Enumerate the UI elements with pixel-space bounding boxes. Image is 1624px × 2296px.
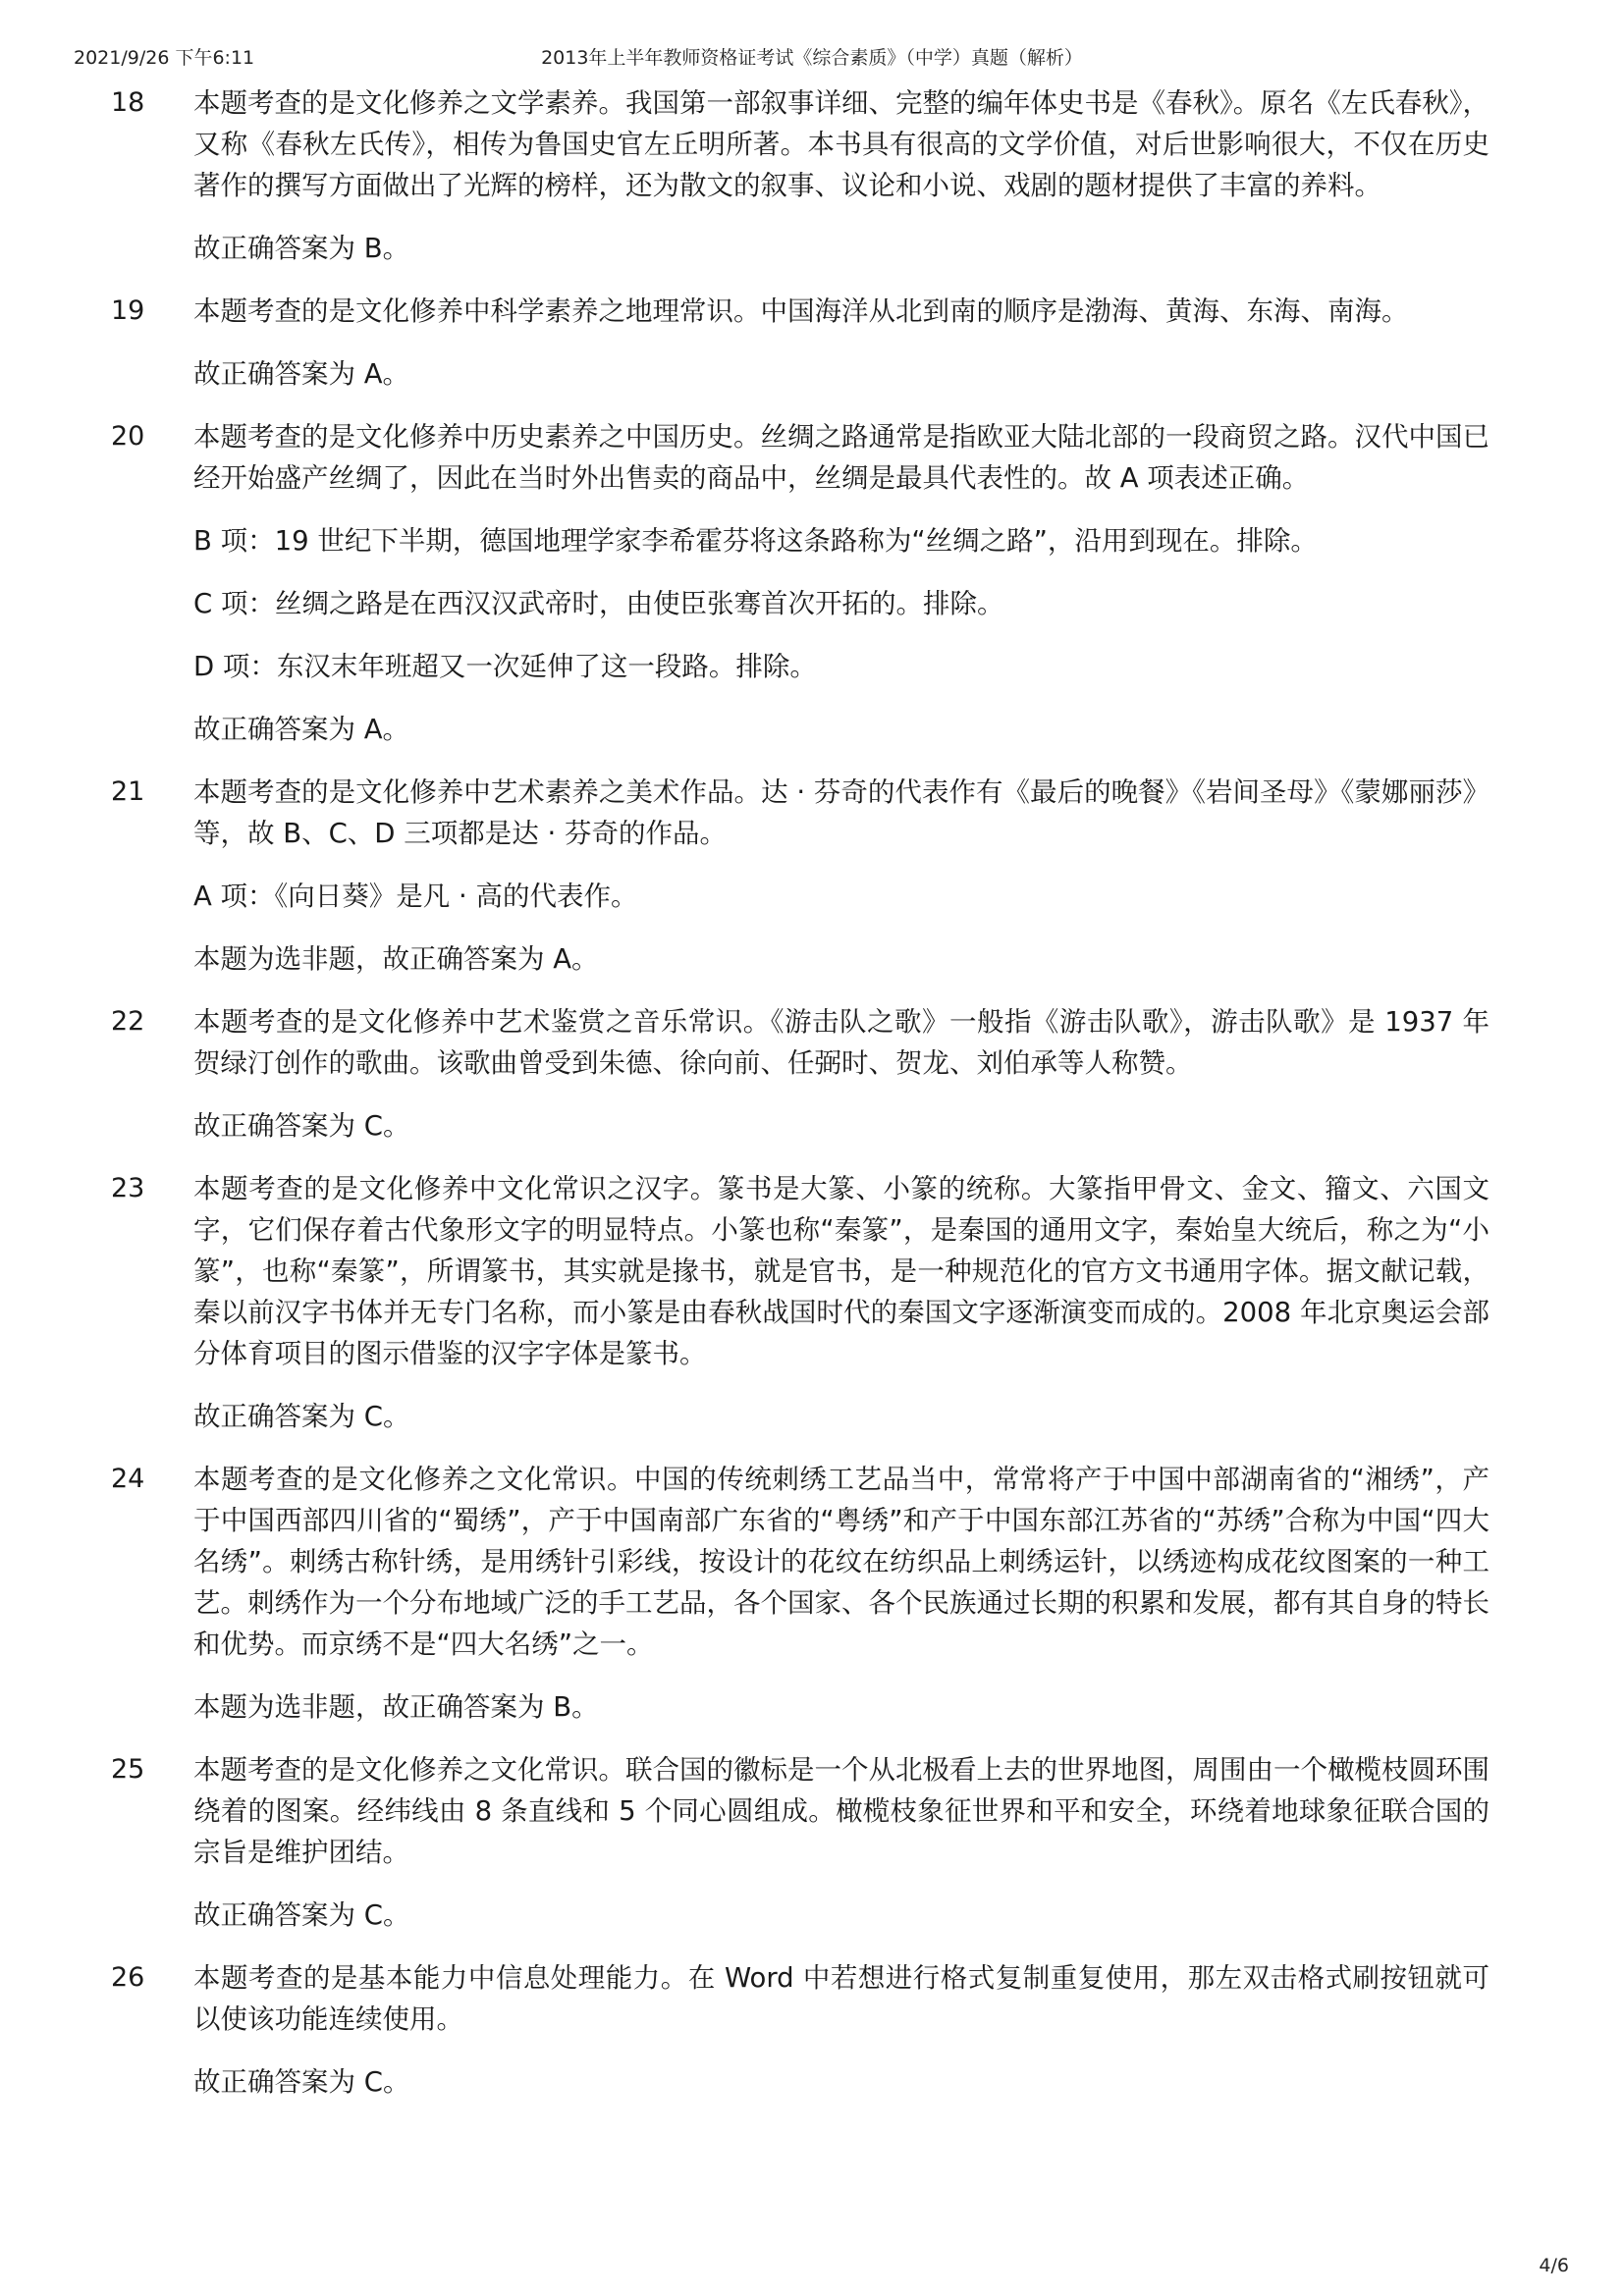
question-body xyxy=(193,1001,1489,1147)
question-explanation xyxy=(0,416,1624,750)
question-number: 18 xyxy=(111,87,145,118)
question-number: 26 xyxy=(111,1962,145,1993)
explanation-paragraph: 本题考查的是文化修养之文学素养。我国第一部叙事详细、完整的编年体史书是《春秋》。原名《左氏春秋》，又称《春秋左氏传》，相传为鲁国史官左丘明所著。本书具有很高的文学价值，对后世影响很大，不仅在历史著作的撰写方面做出了光辉的榜样，还为散文的叙事、议论和小说、戏剧的题材提供了丰富的养料。 xyxy=(193,87,1489,201)
question-explanation xyxy=(0,1001,1624,1147)
question-number: 25 xyxy=(111,1754,145,1785)
page-number: 4/6 xyxy=(1539,2255,1569,2276)
explanation-paragraph: 故正确答案为 B。 xyxy=(193,233,410,264)
explanation-paragraph: B 项：19 世纪下半期，德国地理学家李希霍芬将这条路称为“丝绸之路”，沿用到现在。排除。 xyxy=(193,525,1318,557)
explanation-paragraph: D 项：东汉末年班超又一次延伸了这一段路。排除。 xyxy=(193,651,817,682)
question-body xyxy=(193,772,1489,980)
explanation-paragraph: 故正确答案为 C。 xyxy=(193,2066,410,2098)
page-header xyxy=(74,43,1550,71)
question-body xyxy=(193,1749,1489,1936)
question-body xyxy=(193,1168,1489,1437)
explanation-paragraph: 本题考查的是文化修养中艺术鉴赏之音乐常识。《游击队之歌》一般指《游击队歌》，游击队歌》是 1937 年贺绿汀创作的歌曲。该歌曲曾受到朱德、徐向前、任弼时、贺龙、刘伯承等人称赞。 xyxy=(193,1006,1489,1079)
print-date: 2021/9/26 下午6:11 xyxy=(74,47,255,69)
question-body xyxy=(193,291,1489,395)
explanation-paragraph: 故正确答案为 A。 xyxy=(193,714,410,745)
question-explanation xyxy=(0,1749,1624,1936)
question-explanation xyxy=(0,291,1624,395)
explanation-paragraph: C 项：丝绸之路是在西汉汉武帝时，由使臣张骞首次开拓的。排除。 xyxy=(193,588,1004,619)
explanation-paragraph: 本题考查的是文化修养之文化常识。中国的传统刺绣工艺品当中，常常将产于中国中部湖南省的“湘绣”，产于中国西部四川省的“蜀绣”，产于中国南部广东省的“粤绣”和产于中国东部江苏省的“苏绣”合称为中国“四大名绣”。刺绣古称针绣，是用绣针引彩线，按设计的花纹在纺织品上刺绣运针，以绣迹构成花纹图案的一种工艺。刺绣作为一个分布地域广泛的手工艺品，各个国家、各个民族通过长期的积累和发展，都有其自身的特长和优势。而京绣不是“四大名绣”之一。 xyxy=(193,1464,1489,1660)
explanation-paragraph: 故正确答案为 C。 xyxy=(193,1899,410,1931)
question-number: 19 xyxy=(111,295,145,326)
question-number: 22 xyxy=(111,1006,145,1037)
explanation-paragraph: 本题考查的是文化修养中文化常识之汉字。篆书是大篆、小篆的统称。大篆指甲骨文、金文、籀文、六国文字，它们保存着古代象形文字的明显特点。小篆也称“秦篆”，是秦国的通用文字，秦始皇大统后，称之为“小篆”，也称“秦篆”，所谓篆书，其实就是掾书，就是官书，是一种规范化的官方文书通用字体。据文献记载，秦以前汉字书体并无专门名称，而小篆是由春秋战国时代的秦国文字逐渐演变而成的。2008 年北京奥运会部分体育项目的图示借鉴的汉字字体是篆书。 xyxy=(193,1173,1489,1369)
explanation-paragraph: 故正确答案为 C。 xyxy=(193,1110,410,1142)
question-number: 21 xyxy=(111,776,145,807)
question-body xyxy=(193,1459,1489,1728)
explanation-paragraph: 本题考查的是基本能力中信息处理能力。在 Word 中若想进行格式复制重复使用，那左双击格式刷按钮就可以使该功能连续使用。 xyxy=(193,1962,1489,2035)
question-explanation xyxy=(0,1459,1624,1728)
explanation-paragraph: 本题考查的是文化修养之文化常识。联合国的徽标是一个从北极看上去的世界地图，周围由一个橄榄枝圆环围绕着的图案。经纬线由 8 条直线和 5 个同心圆组成。橄榄枝象征世界和平和安全，环绕着地球象征联合国的宗旨是维护团结。 xyxy=(193,1754,1489,1868)
question-number: 23 xyxy=(111,1173,145,1203)
question-body xyxy=(193,82,1489,269)
question-body xyxy=(193,1957,1489,2103)
answer-explanations xyxy=(0,82,1624,2124)
explanation-paragraph: A 项：《向日葵》是凡 · 高的代表作。 xyxy=(193,881,638,912)
explanation-paragraph: 本题为选非题，故正确答案为 B。 xyxy=(193,1691,599,1723)
question-body xyxy=(193,416,1489,750)
question-explanation xyxy=(0,772,1624,980)
question-explanation xyxy=(0,82,1624,269)
question-explanation xyxy=(0,1957,1624,2103)
question-number: 20 xyxy=(111,421,145,452)
explanation-paragraph: 本题为选非题，故正确答案为 A。 xyxy=(193,943,599,975)
question-number: 24 xyxy=(111,1464,145,1494)
explanation-paragraph: 故正确答案为 A。 xyxy=(193,358,410,390)
document-title: 2013年上半年教师资格证考试《综合素质》（中学）真题（解析） xyxy=(541,47,1083,69)
explanation-paragraph: 本题考查的是文化修养中历史素养之中国历史。丝绸之路通常是指欧亚大陆北部的一段商贸之路。汉代中国已经开始盛产丝绸了，因此在当时外出售卖的商品中，丝绸是最具代表性的。故 A 项表述正确。 xyxy=(193,421,1489,494)
explanation-paragraph: 本题考查的是文化修养中艺术素养之美术作品。达 · 芬奇的代表作有《最后的晚餐》《岩间圣母》《蒙娜丽莎》等，故 B、C、D 三项都是达 · 芬奇的作品。 xyxy=(193,776,1489,849)
question-explanation xyxy=(0,1168,1624,1437)
explanation-paragraph: 故正确答案为 C。 xyxy=(193,1401,410,1432)
explanation-paragraph: 本题考查的是文化修养中科学素养之地理常识。中国海洋从北到南的顺序是渤海、黄海、东海、南海。 xyxy=(193,295,1409,327)
